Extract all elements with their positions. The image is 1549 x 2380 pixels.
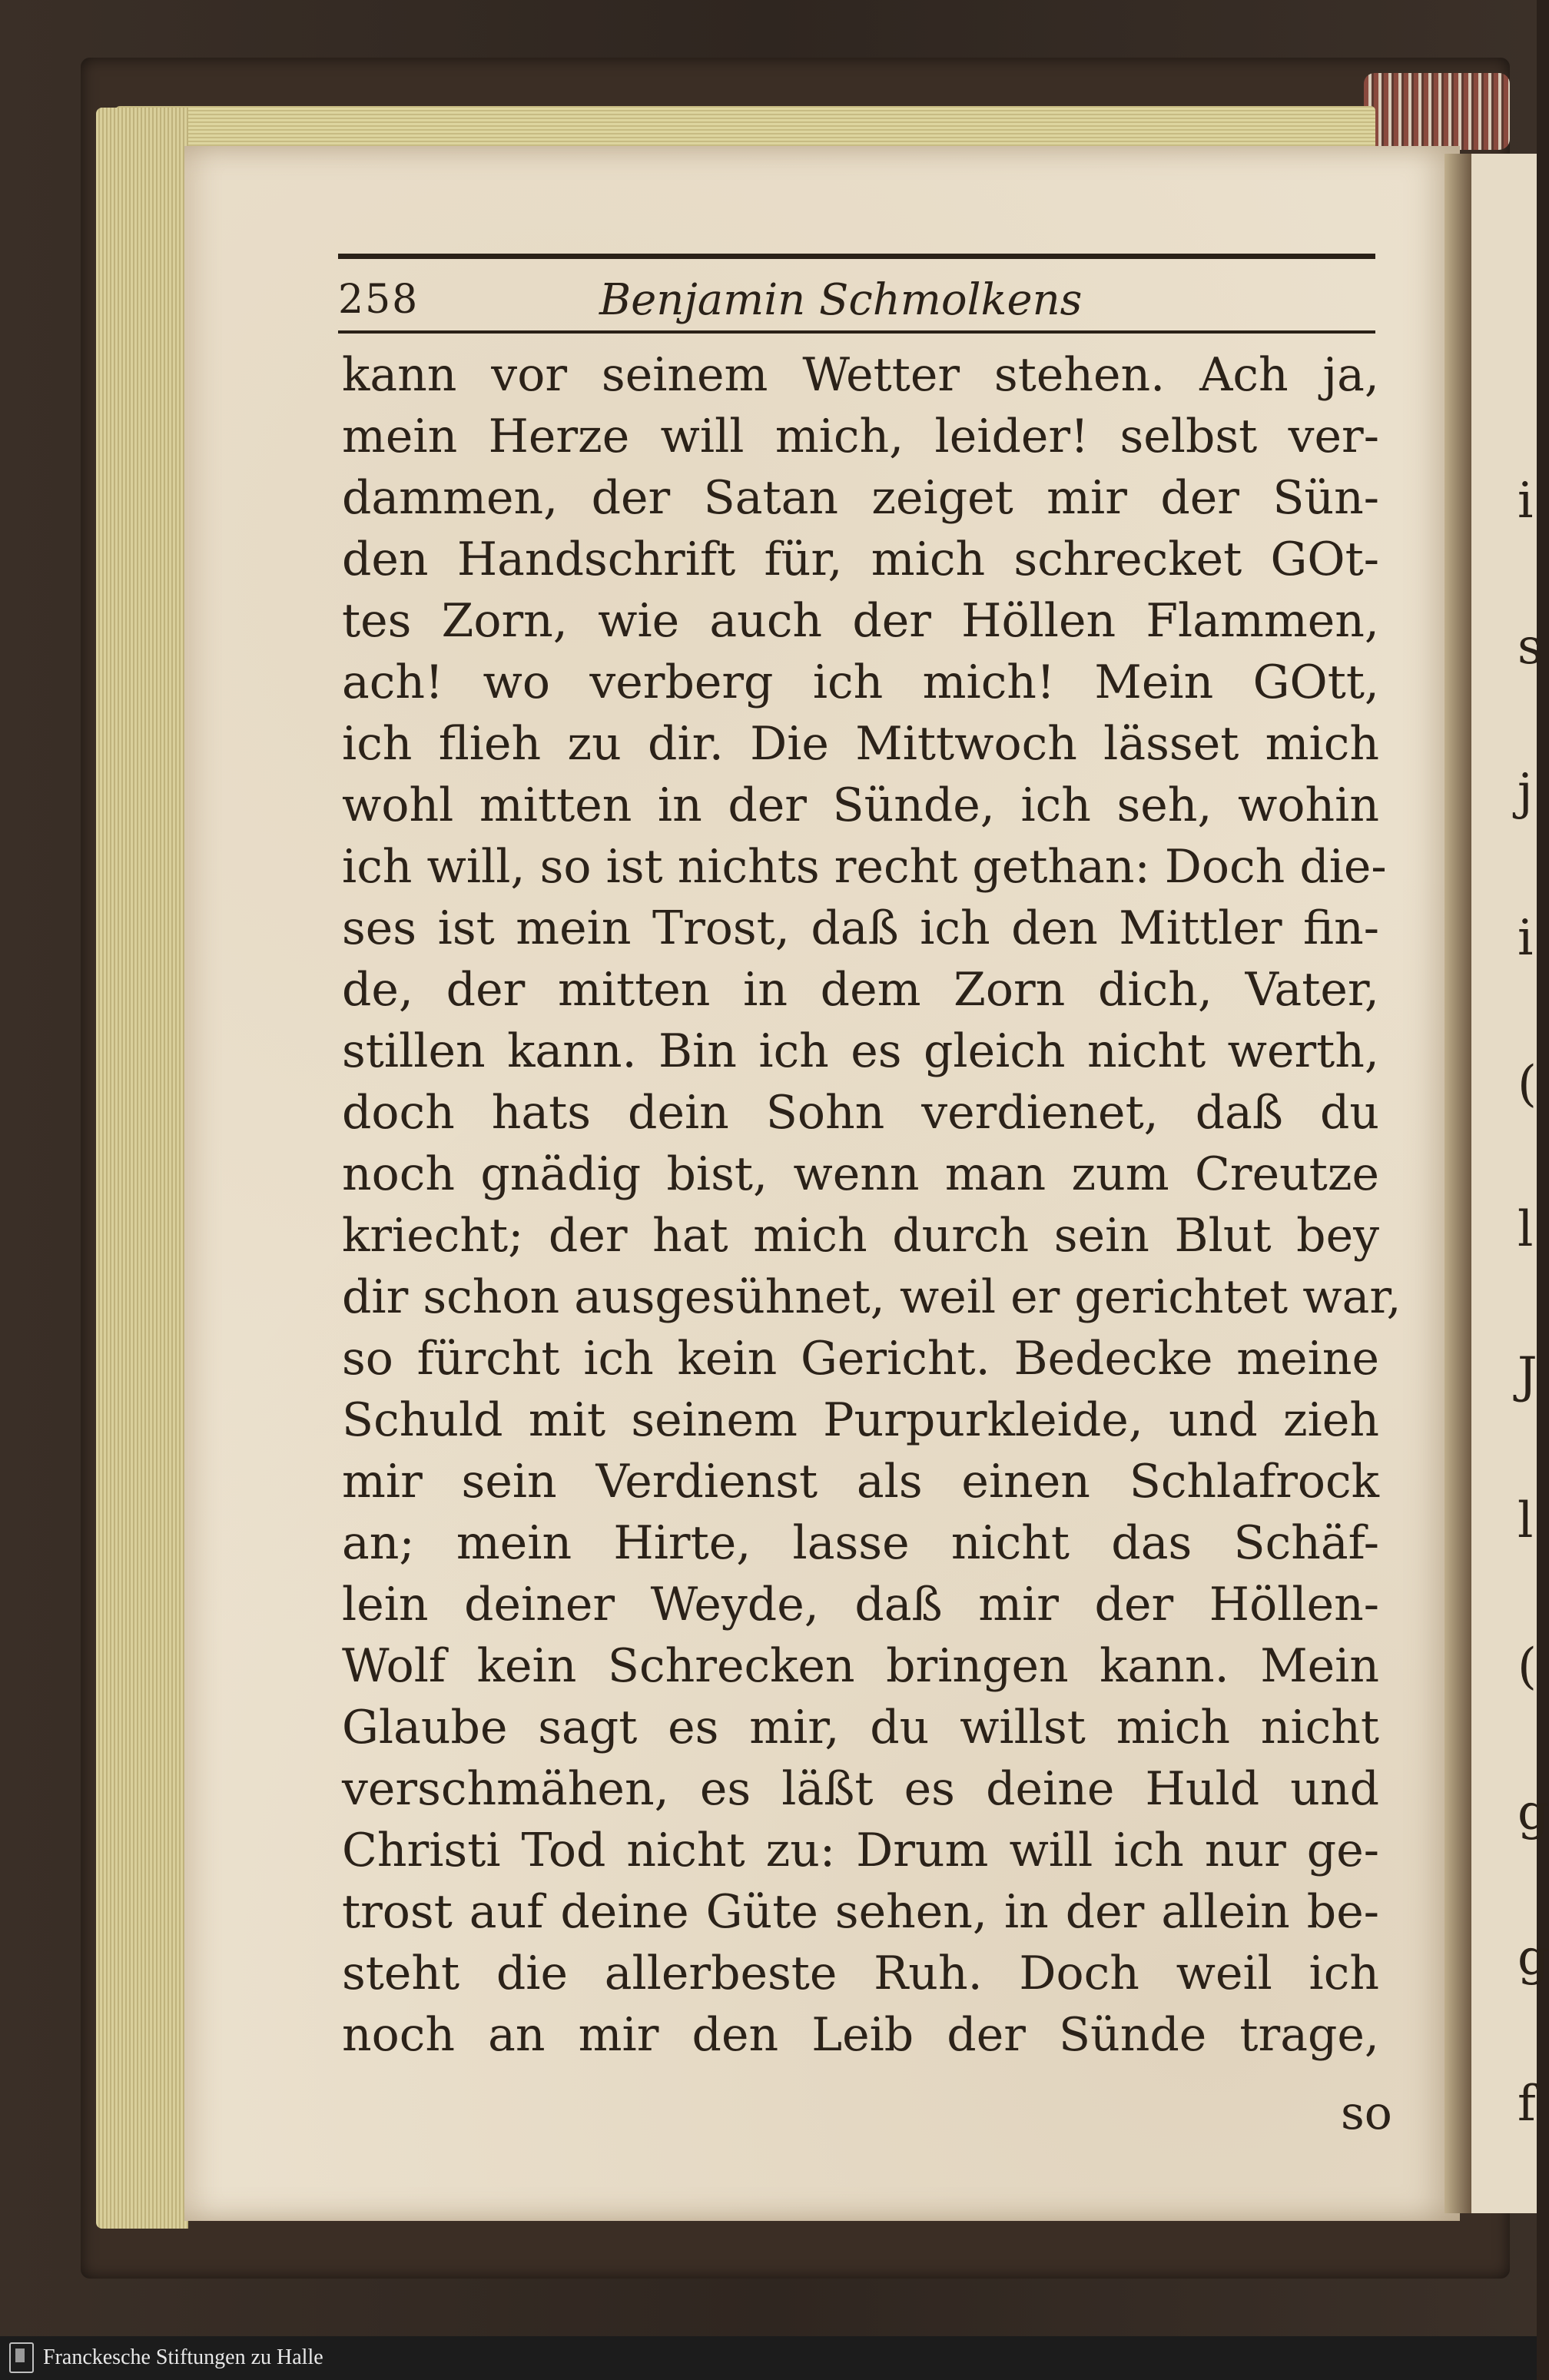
book-headband	[1364, 73, 1510, 150]
text-line: kann vor seinem Wetter stehen. Ach ja,	[342, 348, 1379, 402]
body-text	[342, 344, 1401, 2066]
header-rule-bottom	[338, 330, 1375, 334]
facing-glyph: j	[1517, 764, 1533, 822]
facing-glyph: (	[1517, 1055, 1537, 1113]
footer-credit: Franckesche Stiftungen zu Halle	[43, 2345, 323, 2369]
text-line: tes Zorn, wie auch der Höllen Flammen,	[342, 594, 1379, 648]
facing-glyph: l	[1517, 1201, 1534, 1259]
text-line: so fürcht ich kein Gericht. Bedecke meine	[342, 1332, 1379, 1386]
text-line: verschmähen, es läßt es deine Huld und	[342, 1762, 1379, 1816]
text-line: ich flieh zu dir. Die Mittwoch lässet mich	[342, 717, 1379, 771]
text-line: an; mein Hirte, lasse nicht das Schäf-	[342, 1516, 1379, 1570]
page-number: 258	[338, 277, 420, 323]
text-line: kriecht; der hat mich durch sein Blut bey	[342, 1209, 1379, 1263]
header-rule-top	[338, 254, 1375, 259]
text-line: Schuld mit seinem Purpurkleide, und zieh	[342, 1393, 1379, 1447]
page-gutter	[1445, 154, 1471, 2213]
text-line: mir sein Verdienst als einen Schlafrock	[342, 1455, 1379, 1509]
facing-glyph: i	[1517, 909, 1534, 967]
text-line: lein deiner Weyde, daß mir der Höllen-	[342, 1578, 1379, 1631]
facing-glyph: g	[1517, 1784, 1549, 1841]
text-line: doch hats dein Sohn verdienet, daß du	[342, 1086, 1379, 1140]
catchword: so	[1341, 2086, 1392, 2140]
text-line: Wolf kein Schrecken bringen kann. Mein	[342, 1639, 1379, 1693]
facing-glyph: i	[1517, 473, 1534, 529]
text-line: noch an mir den Leib der Sünde trage,	[342, 2008, 1379, 2062]
facing-glyph: l	[1517, 1492, 1534, 1550]
text-line: ach! wo verberg ich mich! Mein GOtt,	[342, 656, 1379, 709]
running-head: Benjamin Schmolkens	[599, 275, 1083, 325]
text-line: trost auf deine Güte sehen, in der allein be-	[342, 1885, 1379, 1939]
text-line: mein Herze will mich, leider! selbst ver-	[342, 410, 1379, 463]
text-line: stillen kann. Bin ich es gleich nicht werth,	[342, 1024, 1379, 1078]
text-line: dir schon ausgesühnet, weil er gerichtet war,	[342, 1270, 1401, 1324]
text-line: ich will, so ist nichts recht gethan: Doch die-	[342, 840, 1387, 894]
text-line: Christi Tod nicht zu: Drum will ich nur ge-	[342, 1824, 1379, 1877]
text-line: dammen, der Satan zeiget mir der Sün-	[342, 471, 1379, 525]
page-block-side-edge	[96, 108, 188, 2229]
text-line: den Handschrift für, mich schrecket GOt-	[342, 533, 1379, 586]
text-line: wohl mitten in der Sünde, ich seh, wohin	[342, 778, 1379, 832]
facing-glyph: J	[1517, 1346, 1537, 1404]
facing-page-glyphs	[1517, 473, 1549, 2133]
institution-logo-icon	[9, 2342, 34, 2373]
facing-glyph: g	[1517, 1930, 1549, 1987]
facing-glyph: (	[1517, 1638, 1537, 1695]
text-line: Glaube sagt es mir, du willst mich nicht	[342, 1701, 1379, 1754]
text-line: noch gnädig bist, wenn man zum Creutze	[342, 1147, 1379, 1201]
text-line: ses ist mein Trost, daß ich den Mittler fin-	[342, 901, 1379, 955]
text-line: steht die allerbeste Ruh. Doch weil ich	[342, 1947, 1379, 2000]
facing-glyph: s	[1517, 618, 1543, 675]
text-line: de, der mitten in dem Zorn dich, Vater,	[342, 963, 1379, 1017]
facing-glyph: f	[1517, 2075, 1536, 2133]
